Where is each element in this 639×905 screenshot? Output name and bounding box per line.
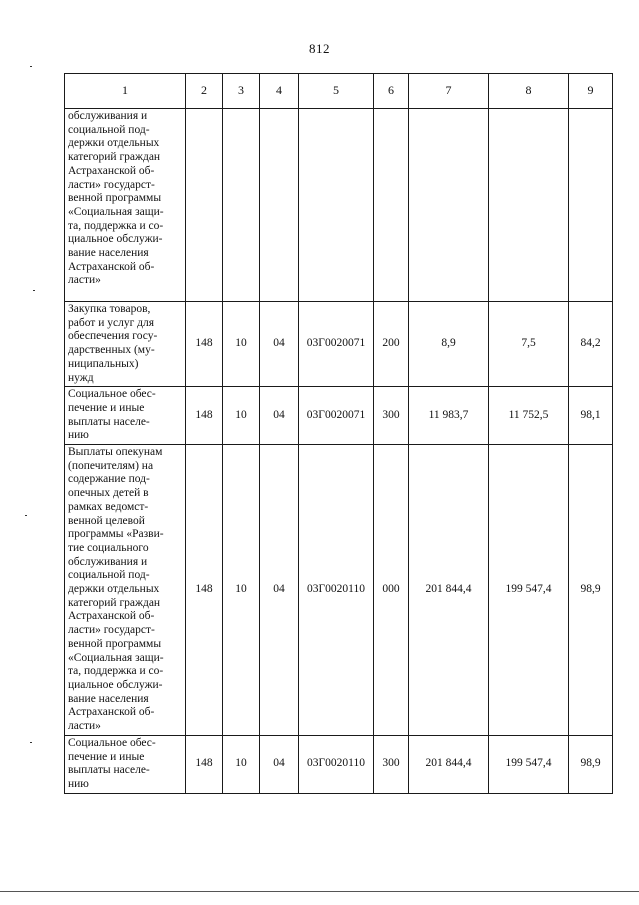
header-col-5: 5 [299,74,374,109]
cell-col-3: 10 [223,445,260,736]
header-col-8: 8 [489,74,569,109]
cell-col-2: 148 [186,445,223,736]
table-header-row [65,74,613,109]
table-row [65,109,613,302]
cell-col-7 [409,109,489,302]
cell-col-6: 300 [374,735,409,793]
cell-col-8 [489,109,569,302]
header-col-3: 3 [223,74,260,109]
page-number: 812 [309,41,330,56]
cell-col-4: 04 [260,387,299,445]
cell-col-2: 148 [186,735,223,793]
cell-col-3: 10 [223,302,260,387]
cell-col-5: 03Г0020110 [299,735,374,793]
cell-col-5: 03Г0020110 [299,445,374,736]
header-col-6: 6 [374,74,409,109]
table-row [65,302,613,387]
cell-col-8: 199 547,4 [489,445,569,736]
cell-col-8: 11 752,5 [489,387,569,445]
cell-col-6 [374,109,409,302]
cell-col-4: 04 [260,445,299,736]
cell-col-6: 200 [374,302,409,387]
header-col-4: 4 [260,74,299,109]
cell-col-6: 000 [374,445,409,736]
cell-col-2: 148 [186,387,223,445]
cell-col-2: 148 [186,302,223,387]
row-description: Социальное обес- печение и иные выплаты населе- нию [65,735,186,793]
cell-col-9: 98,9 [569,735,613,793]
row-description: Закупка товаров, работ и услуг для обеспечения госу- дарственных (му- ниципальных) нужд [65,302,186,387]
cell-col-5 [299,109,374,302]
table-row [65,387,613,445]
header-col-7: 7 [409,74,489,109]
header-col-9: 9 [569,74,613,109]
cell-col-2 [186,109,223,302]
cell-col-3: 10 [223,387,260,445]
cell-col-4: 04 [260,302,299,387]
cell-col-7: 8,9 [409,302,489,387]
cell-col-7: 201 844,4 [409,445,489,736]
cell-col-6: 300 [374,387,409,445]
header-col-2: 2 [186,74,223,109]
page-bottom-edge [0,891,639,892]
cell-col-9: 84,2 [569,302,613,387]
cell-col-7: 11 983,7 [409,387,489,445]
cell-col-3: 10 [223,735,260,793]
cell-col-5: 03Г0020071 [299,387,374,445]
table-row [65,735,613,793]
row-description: обслуживания и социальной под- держки отдельных категорий граждан Астраханской об- ласти» государст- венной программы «Социальная защи- та, поддержка и со- циальное обслужи- вание населения Астраханской об- ласти» [65,109,186,302]
cell-col-9: 98,9 [569,445,613,736]
cell-col-7: 201 844,4 [409,735,489,793]
table-row [65,445,613,736]
header-col-1: 1 [65,74,186,109]
budget-table [64,73,613,794]
cell-col-8: 7,5 [489,302,569,387]
row-description: Социальное обес- печение и иные выплаты населе- нию [65,387,186,445]
cell-col-5: 03Г0020071 [299,302,374,387]
cell-col-9: 98,1 [569,387,613,445]
cell-col-8: 199 547,4 [489,735,569,793]
cell-col-4: 04 [260,735,299,793]
cell-col-4 [260,109,299,302]
cell-col-9 [569,109,613,302]
row-description: Выплаты опекунам (попечителям) на содержание под- опечных детей в рамках ведомст- венной целевой программы «Разви- тие социального обслуживания и социальной под- держки отдельных категорий граждан Астраханской об- ласти» государст- венной программы «Социальная защи- та, поддержка и со- циальное обслужи- вание населения Астраханской об- ласти» [65,445,186,736]
cell-col-3 [223,109,260,302]
